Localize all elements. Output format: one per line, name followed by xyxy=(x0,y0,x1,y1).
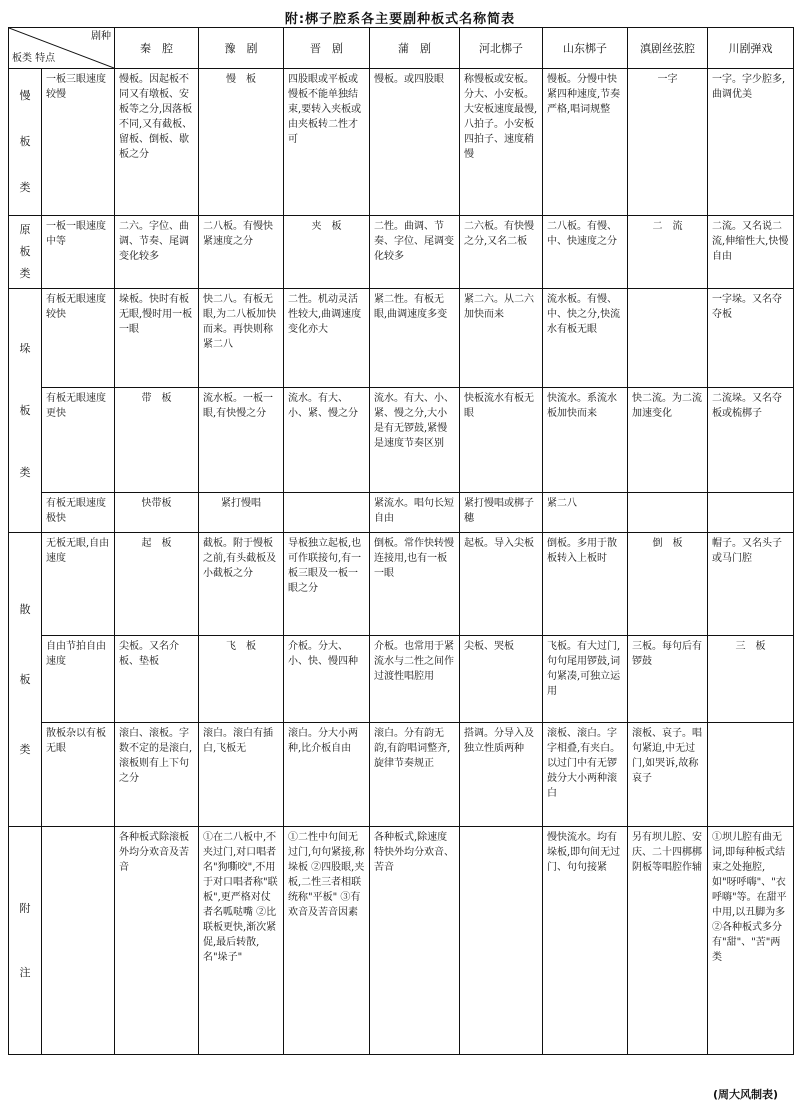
page-title: 附:梆子腔系各主要剧种板式名称简表 xyxy=(284,12,516,27)
table-cell: 滚白。分有韵无韵,有韵唱词整齐,旋律节奏规正 xyxy=(370,723,460,827)
table-cell: 垛板。快时有板无眼,慢时用一板一眼 xyxy=(115,289,199,388)
category-duo-board: 垛 板 类 xyxy=(9,289,42,533)
table-cell: 倒板。多用于散板转入上板时 xyxy=(543,533,628,636)
genre-header-dianju-sixian: 滇剧丝弦腔 xyxy=(628,28,708,69)
table-row xyxy=(9,636,794,723)
table-cell: 滚板、哀子。唱句紧迫,中无过门,如哭诉,故称哀子 xyxy=(628,723,708,827)
genre-header-qinqiang: 秦 腔 xyxy=(115,28,199,69)
table-row xyxy=(9,533,794,636)
table-cell: ①坝儿腔有曲无词,即每种板式结束之处拖腔,如"呀呼嗨"、"衣呼嗨"等。在甜平中用,以丑脚为多 ②各种板式多分有"甜"、"苦"两类 xyxy=(708,827,794,1055)
table-cell: 倒 板 xyxy=(628,533,708,636)
table-cell: 各种板式除滚板外均分欢音及苦音 xyxy=(115,827,199,1055)
table-cell: 一字 xyxy=(628,69,708,216)
table-cell xyxy=(628,493,708,533)
table-cell: 快带板 xyxy=(115,493,199,533)
table-cell: 紧流水。唱句长短自由 xyxy=(370,493,460,533)
table-cell: 紧二性。有板无眼,曲调速度多变 xyxy=(370,289,460,388)
table-cell: 四股眼或平板或慢板不能单独结束,要转入夹板或由夹板转二性才可 xyxy=(284,69,370,216)
table-cell: 二六。字位、曲调、节奏、尾调变化较多 xyxy=(115,216,199,289)
table-cell: 三 板 xyxy=(708,636,794,723)
header-row xyxy=(9,28,794,69)
table-cell: 二八板。有慢、中、快速度之分 xyxy=(543,216,628,289)
table-cell: 快二流。为二流加速变化 xyxy=(628,388,708,493)
feature-cell: 无板无眼,自由速度 xyxy=(42,533,115,636)
category-notes: 附 注 xyxy=(9,827,42,1055)
table-cell xyxy=(460,827,543,1055)
table-cell: 紧打慢唱 xyxy=(199,493,284,533)
feature-cell: 有板无眼速度极快 xyxy=(42,493,115,533)
table-cell: 截板。附于慢板之前,有头截板及小截板之分 xyxy=(199,533,284,636)
table-row xyxy=(9,388,794,493)
feature-cell xyxy=(42,827,115,1055)
genre-header-hebei-bangzi: 河北梆子 xyxy=(460,28,543,69)
table-cell: 介板。也常用于紧流水与二性之间作过渡性唱腔用 xyxy=(370,636,460,723)
table-cell: 导板独立起板,也可作联接句,有一板三眼及一板一眼之分 xyxy=(284,533,370,636)
header-corner-cell xyxy=(9,28,115,69)
table-cell: 流水板。有慢、中、快之分,快流水有板无眼 xyxy=(543,289,628,388)
table-row xyxy=(9,289,794,388)
table-cell: 起 板 xyxy=(115,533,199,636)
table-cell: 二流垛。又名夺板或梳梆子 xyxy=(708,388,794,493)
table-cell: 尖板。又名介板、垫板 xyxy=(115,636,199,723)
feature-cell: 自由节拍自由速度 xyxy=(42,636,115,723)
table-cell: 慢板。因起板不同又有墩板、安板等之分,因落板不同,又有截板、留板、倒板、歇板之分 xyxy=(115,69,199,216)
table-cell: 二六板。有快慢之分,又名二板 xyxy=(460,216,543,289)
table-cell: 称慢板或安板。分大、小安板。大安板速度最慢,八拍子。小安板四拍子、速度稍慢 xyxy=(460,69,543,216)
table-cell: 二流。又名说二流,伸缩性大,快慢自由 xyxy=(708,216,794,289)
genre-header-shandong-bangzi: 山东梆子 xyxy=(543,28,628,69)
genre-header-puju: 蒲 剧 xyxy=(370,28,460,69)
table-cell: 搭调。分导入及独立性质两种 xyxy=(460,723,543,827)
table-cell: 介板。分大、小、快、慢四种 xyxy=(284,636,370,723)
table-cell: ①在二八板中,不夹过门,对口唱者名"狗嘶咬",不用于对口唱者称"联板",更严格对仗者名呱哒嘴 ②比联板更快,渐次紧促,最后转散,名"垛子" xyxy=(199,827,284,1055)
table-cell: 紧二八 xyxy=(543,493,628,533)
table-cell: 帽子。又名头子或马门腔 xyxy=(708,533,794,636)
table-cell: 一字垛。又名夺夺板 xyxy=(708,289,794,388)
category-free-board: 散 板 类 xyxy=(9,533,42,827)
table-cell: 流水板。一板一眼,有快慢之分 xyxy=(199,388,284,493)
feature-cell: 散板杂以有板无眼 xyxy=(42,723,115,827)
table-cell: 二 流 xyxy=(628,216,708,289)
feature-cell: 有板无眼速度较快 xyxy=(42,289,115,388)
table-cell: 滚白。滚白有插白,飞板无 xyxy=(199,723,284,827)
table-cell: 滚白、滚板。字数不定的是滚白,滚板则有上下句之分 xyxy=(115,723,199,827)
genre-header-yuju: 豫 剧 xyxy=(199,28,284,69)
table-cell: 一字。字少腔多,曲调优美 xyxy=(708,69,794,216)
table-cell: 流水。有大、小、紧、慢之分,大小是有无锣鼓,紧慢是速度节奏区别 xyxy=(370,388,460,493)
table-credit: (周大风制表) xyxy=(712,1088,778,1101)
table-cell: 飞 板 xyxy=(199,636,284,723)
table-cell: 各种板式,除速度特快外均分欢音、苦音 xyxy=(370,827,460,1055)
table-cell: 滚白。分大小两种,比介板自由 xyxy=(284,723,370,827)
feature-cell: 有板无眼速度更快 xyxy=(42,388,115,493)
table-cell: 尖板、哭板 xyxy=(460,636,543,723)
corner-genre-label: 剧种 xyxy=(91,31,111,42)
table-cell: 起板。导入尖板 xyxy=(460,533,543,636)
table-row xyxy=(9,69,794,216)
table-cell: 快板流水有板无眼 xyxy=(460,388,543,493)
table-cell: 慢快流水。均有垛板,即句间无过门、句句接紧 xyxy=(543,827,628,1055)
table-cell: 流水。有大、小、紧、慢之分 xyxy=(284,388,370,493)
table-row xyxy=(9,827,794,1055)
table-cell: 三板。每句后有锣鼓 xyxy=(628,636,708,723)
table-cell xyxy=(708,723,794,827)
category-original-board: 原板类 xyxy=(9,216,42,289)
table-row xyxy=(9,723,794,827)
table-cell: 慢板。或四股眼 xyxy=(370,69,460,216)
table-cell: 带 板 xyxy=(115,388,199,493)
table-cell: 紧二六。从二六加快而来 xyxy=(460,289,543,388)
feature-cell: 一板三眼速度较慢 xyxy=(42,69,115,216)
table-cell: 快流水。系流水板加快而来 xyxy=(543,388,628,493)
table-cell: 二性。机动灵活性较大,曲调速度变化亦大 xyxy=(284,289,370,388)
table-cell: 二八板。有慢快紧速度之分 xyxy=(199,216,284,289)
table-cell: 慢板。分慢中快紧四种速度,节奏严格,唱词规整 xyxy=(543,69,628,216)
table-cell: 夹 板 xyxy=(284,216,370,289)
table-cell xyxy=(284,493,370,533)
corner-category-label: 板类 特点 xyxy=(12,53,56,64)
table-cell: 滚板、滚白。字字相叠,有夹白。以过门中有无锣鼓分大小两种滚白 xyxy=(543,723,628,827)
feature-cell: 一板一眼速度中等 xyxy=(42,216,115,289)
board-style-table xyxy=(8,27,794,1055)
table-cell: 二性。曲调、节奏、字位、尾调变化较多 xyxy=(370,216,460,289)
table-cell xyxy=(628,289,708,388)
table-cell: 紧打慢唱或梆子穗 xyxy=(460,493,543,533)
table-cell: ①二性中句间无过门,句句紧接,称垛板 ②四股眼,夹板,二性三者相联统称"平板" ③有欢音及苦音因素 xyxy=(284,827,370,1055)
table-cell: 慢 板 xyxy=(199,69,284,216)
table-cell: 另有坝儿腔、安庆、二十四梆梆阴板等唱腔作辅 xyxy=(628,827,708,1055)
genre-header-chuanju-tanxi: 川剧弹戏 xyxy=(708,28,794,69)
table-cell: 快二八。有板无眼,为二八板加快而来。再快则称紧二八 xyxy=(199,289,284,388)
table-row xyxy=(9,216,794,289)
table-row xyxy=(9,493,794,533)
table-cell: 倒板。常作快转慢连接用,也有一板一眼 xyxy=(370,533,460,636)
genre-header-jinju: 晋 剧 xyxy=(284,28,370,69)
table-cell xyxy=(708,493,794,533)
table-cell: 飞板。有大过门,句句尾用锣鼓,词句紧凑,可独立运用 xyxy=(543,636,628,723)
category-slow-board: 慢 板 类 xyxy=(9,69,42,216)
